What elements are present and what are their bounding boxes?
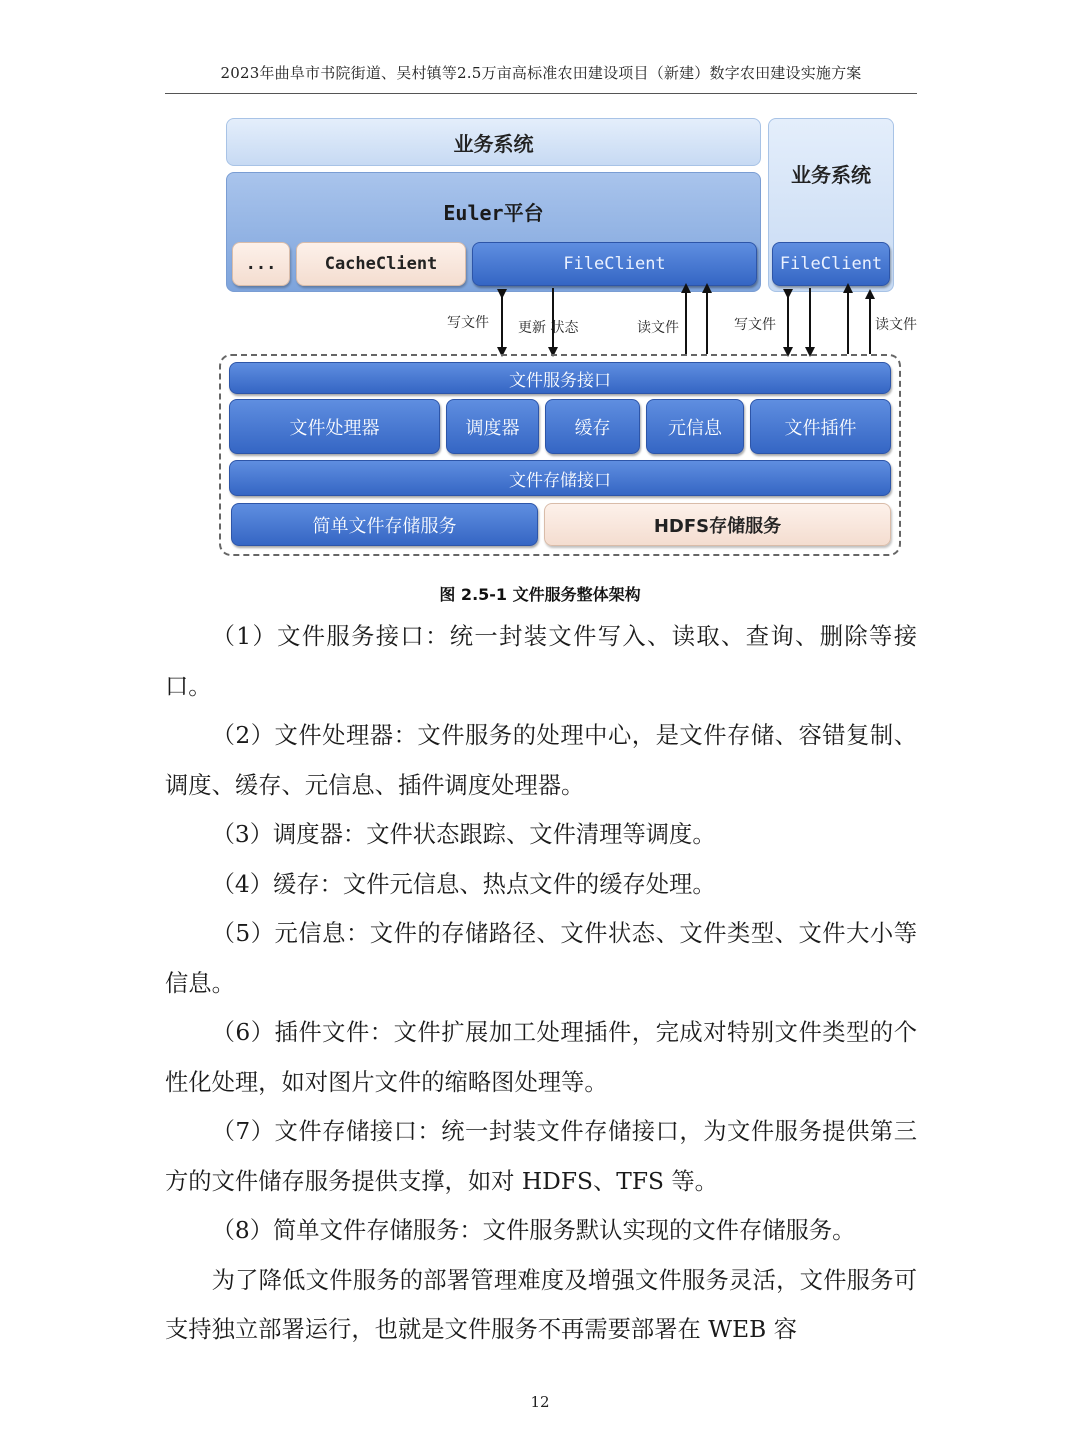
hdfs-storage-service [544, 503, 891, 546]
paragraph-7: （7）文件存储接口：统一封装文件存储接口，为文件服务提供第三方的文件储存服务提供支撑，如对 HDFS、TFS 等。 [165, 1118, 917, 1195]
label-write-file-2: 写文件 [734, 317, 776, 333]
paragraph-5: （5）元信息：文件的存储路径、文件状态、文件类型、文件大小等信息。 [165, 920, 917, 997]
file-client-right-label: FileClient [779, 254, 883, 274]
label-read-file-1: 读文件 [637, 320, 679, 336]
module-metadata [646, 399, 744, 454]
cache-client-label: CacheClient [324, 254, 438, 274]
paragraph-2: （2）文件处理器：文件服务的处理中心，是文件存储、容错复制、调度、缓存、元信息、插件调度处理器。 [165, 722, 917, 799]
paragraph-8: （8）简单文件存储服务：文件服务默认实现的文件存储服务。 [211, 1217, 856, 1244]
module-cache [545, 399, 640, 454]
file-client-left-label: FileClient [563, 254, 666, 274]
file-service-interface [229, 362, 891, 394]
paragraph-9: 为了降低文件服务的部署管理难度及增强文件服务灵活，文件服务可支持独立部署运行，也就是文件服务不再需要部署在 WEB 容 [165, 1266, 917, 1343]
module-file-processor [229, 399, 440, 454]
module-file-processor-label: 文件处理器 [289, 417, 380, 439]
hdfs-storage-service-label: HDFS存储服务 [653, 515, 782, 537]
page-header: 2023年曲阜市书院街道、吴村镇等2.5万亩高标准农田建设项目（新建）数字农田建设实施方案 [220, 64, 862, 82]
simple-file-storage-service [231, 503, 538, 546]
label-read-file-2: 读文件 [875, 317, 917, 333]
label-update-status: 更新 状态 [518, 320, 579, 336]
module-scheduler [446, 399, 539, 454]
paragraph-1: （1）文件服务接口：统一封装文件写入、读取、查询、删除等接口。 [165, 623, 917, 700]
module-cache-label: 缓存 [574, 417, 611, 439]
module-file-plugin [750, 399, 891, 454]
paragraph-3: （3）调度器：文件状态跟踪、文件清理等调度。 [211, 821, 716, 848]
ellipsis-label: ... [245, 254, 277, 274]
paragraph-6: （6）插件文件：文件扩展加工处理插件，完成对特别文件类型的个性化处理，如对图片文件的缩略图处理等。 [165, 1019, 917, 1096]
architecture-diagram [0, 0, 1080, 580]
module-file-plugin-label: 文件插件 [784, 417, 857, 439]
file-storage-interface [229, 460, 891, 496]
file-storage-interface-label: 文件存储接口 [509, 470, 611, 491]
paragraph-4: （4）缓存：文件元信息、热点文件的缓存处理。 [211, 870, 716, 898]
euler-platform-label: Euler平台 [443, 201, 544, 225]
module-metadata-label: 元信息 [668, 417, 722, 439]
module-scheduler-label: 调度器 [465, 417, 520, 439]
business-system-top-label: 业务系统 [453, 131, 534, 156]
file-service-interface-label: 文件服务接口 [509, 370, 611, 391]
business-system-right-label: 业务系统 [791, 163, 871, 187]
page-number: 12 [530, 1393, 550, 1411]
figure-caption: 图 2.5-1 文件服务整体架构 [439, 585, 641, 604]
body-text [165, 612, 917, 1355]
label-write-file-1: 写文件 [447, 315, 489, 331]
simple-file-storage-service-label: 简单文件存储服务 [312, 515, 457, 537]
